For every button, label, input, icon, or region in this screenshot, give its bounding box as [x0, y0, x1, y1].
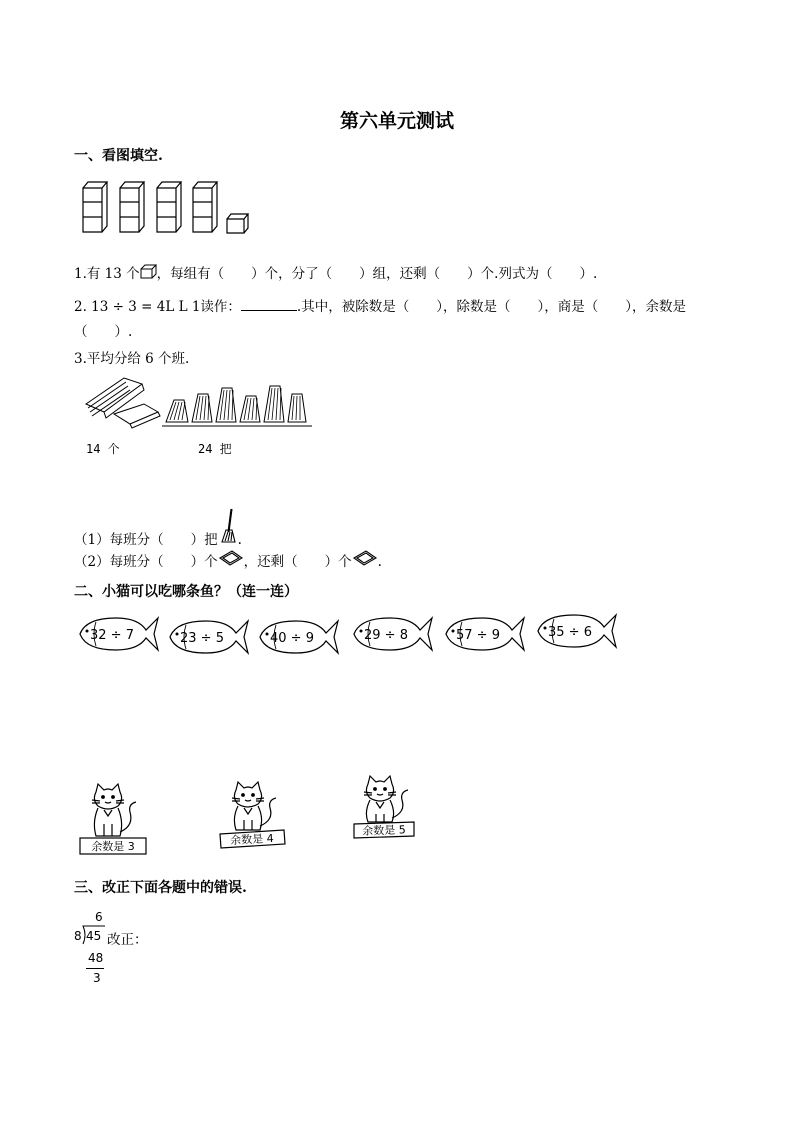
fish-3[interactable]: [256, 615, 340, 659]
section3-heading: 三、改正下面各题中的错误.: [74, 880, 247, 896]
q3-2-text-b: ，还剩（ ）个: [243, 554, 352, 570]
section1-heading: 一、看图填空.: [74, 148, 163, 164]
division-divisor: 8: [74, 929, 82, 943]
fish-4-label: 29 ÷ 8: [364, 628, 408, 643]
fish-5[interactable]: [442, 612, 526, 656]
question-1: [74, 262, 597, 282]
cat-2[interactable]: [218, 780, 288, 850]
division-remainder: 3: [93, 971, 101, 985]
page-title: 第六单元测试: [339, 110, 454, 132]
q1-text-b: ，每组有（ ）个，分了（ ）组，还剩（ ）个.列式为（ ）.: [156, 266, 598, 282]
section2-heading: 二、小猫可以吃哪条鱼？（连一连）: [74, 584, 298, 600]
fish-1-label: 32 ÷ 7: [90, 628, 134, 643]
small-cube-icon: [140, 264, 157, 279]
fish-3-label: 40 ÷ 9: [270, 631, 314, 646]
division-quotient: 6: [95, 910, 103, 924]
fish-6[interactable]: [534, 609, 618, 653]
fish-4[interactable]: [350, 612, 434, 656]
question-3: 3.平均分给 6 个班.: [74, 351, 190, 367]
cat-1[interactable]: [78, 782, 148, 858]
fish-2[interactable]: [166, 615, 250, 659]
cat-3[interactable]: [352, 774, 418, 842]
fish-2-label: 23 ÷ 5: [180, 631, 224, 646]
division-product: 48: [88, 951, 104, 965]
caption-brooms: 24 把: [198, 442, 232, 456]
cat-3-label: 余数是 5: [362, 823, 406, 838]
question-2: [74, 295, 686, 315]
dustpans-brooms-figure: [84, 374, 314, 430]
fish-5-label: 57 ÷ 9: [456, 628, 500, 643]
q3-2-text-c: .: [377, 554, 382, 570]
broom-icon: [218, 508, 238, 546]
question-3-2: [74, 550, 382, 570]
q1-text-a: 1.有 13 个: [74, 266, 140, 282]
caption-dustpans: 14 个: [86, 442, 120, 456]
cube-stacks-figure: [80, 178, 260, 236]
dustpan-icon-2: [352, 550, 378, 566]
q2-text-b: .其中，被除数是（ ），除数是（ ），商是（ ），余数是: [296, 299, 686, 315]
question-3-1: [74, 508, 242, 548]
q3-1-text-b: .: [237, 532, 242, 548]
fish-6-label: 35 ÷ 6: [548, 625, 592, 640]
fish-row: [76, 612, 636, 662]
division-line: [86, 968, 104, 969]
question-2-cont: （ ）.: [74, 324, 133, 340]
q2-reading-blank: [241, 298, 297, 311]
q3-1-text-a: （1）每班分（ ）把: [74, 532, 218, 548]
correction-label: 改正：: [107, 932, 148, 948]
q2-text-a: 2. 13 ÷ 3 = 4L L 1读作：: [74, 299, 241, 315]
division-dividend: 45: [86, 929, 102, 943]
cat-1-label: 余数是 3: [91, 840, 135, 853]
q3-2-text-a: （2）每班分（ ）个: [74, 554, 218, 570]
dustpan-icon: [218, 550, 244, 566]
cat-2-label: 余数是 4: [229, 831, 275, 848]
fish-1[interactable]: [76, 612, 160, 656]
